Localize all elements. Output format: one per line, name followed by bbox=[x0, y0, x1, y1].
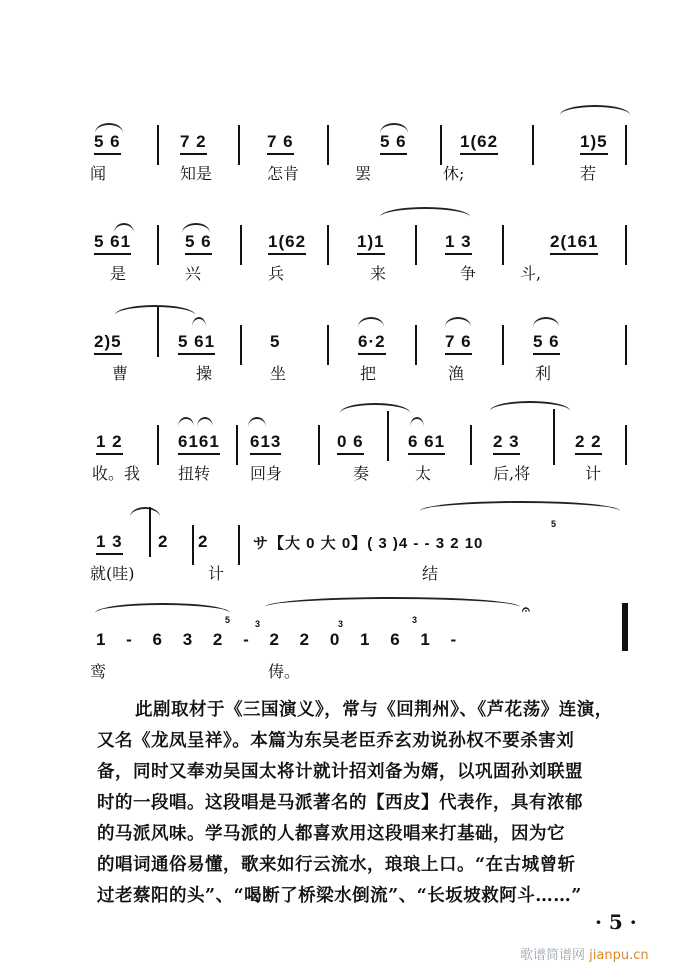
notes: 2 3 bbox=[493, 432, 520, 455]
barline bbox=[387, 411, 389, 461]
score-row-1 bbox=[0, 95, 690, 185]
barline bbox=[192, 525, 194, 565]
lyric: 回身 bbox=[250, 464, 283, 483]
notes: 5 bbox=[270, 332, 281, 351]
lyric: 后,将 bbox=[493, 464, 531, 483]
barline bbox=[470, 425, 472, 465]
lyric: 怎肯 bbox=[267, 164, 300, 183]
slur bbox=[95, 603, 230, 613]
grace-note: 3 bbox=[412, 615, 418, 625]
lyric: 就(哇) bbox=[90, 564, 135, 583]
notes: 1)5 bbox=[580, 132, 608, 155]
lyric: 奏 bbox=[353, 464, 370, 483]
barline bbox=[502, 325, 504, 365]
lyric: 兵 bbox=[268, 264, 285, 283]
score-row-3 bbox=[0, 295, 690, 385]
watermark-cn: 歌谱简谱网 bbox=[520, 948, 586, 963]
slur bbox=[130, 507, 160, 517]
score-row-4 bbox=[0, 395, 690, 485]
notes: 5 61 bbox=[178, 332, 215, 355]
slur bbox=[192, 317, 206, 327]
lyric: 收。我 bbox=[92, 464, 141, 483]
lyric: 渔 bbox=[448, 364, 465, 383]
notes: 5 61 bbox=[94, 232, 131, 255]
barline bbox=[625, 125, 627, 165]
slur bbox=[410, 417, 424, 427]
grace-note: 5 bbox=[225, 615, 231, 625]
slur bbox=[420, 501, 620, 511]
barline bbox=[553, 409, 555, 465]
notes: 2 2 bbox=[575, 432, 602, 455]
paragraph-line: 的唱词通俗易懂，歌来如行云流水，琅琅上口。“在古城曾斩 bbox=[97, 855, 576, 875]
page-number: · 5 · bbox=[595, 910, 637, 934]
lyric: 把 bbox=[360, 364, 377, 383]
watermark bbox=[520, 944, 649, 963]
barline bbox=[157, 125, 159, 165]
lyric: 操 bbox=[196, 364, 213, 383]
lyric: 计 bbox=[208, 564, 225, 583]
barline bbox=[157, 307, 159, 357]
lyric: 罢 bbox=[355, 164, 372, 183]
score-row-2 bbox=[0, 195, 690, 285]
barline bbox=[157, 225, 159, 265]
lyric: 休; bbox=[443, 164, 465, 183]
slur bbox=[340, 403, 410, 413]
lyric: 斗, bbox=[520, 264, 542, 283]
barline bbox=[236, 425, 238, 465]
notes: 5 6 bbox=[185, 232, 212, 255]
barline bbox=[502, 225, 504, 265]
barline bbox=[157, 425, 159, 465]
barline bbox=[240, 325, 242, 365]
notes: 7 6 bbox=[267, 132, 294, 155]
slur bbox=[178, 417, 194, 427]
notes: 5 6 bbox=[533, 332, 560, 355]
slur bbox=[248, 417, 266, 427]
barline bbox=[625, 425, 627, 465]
lyric: 是 bbox=[110, 264, 127, 283]
notes: 0 6 bbox=[337, 432, 364, 455]
barline bbox=[327, 125, 329, 165]
lyric: 结 bbox=[422, 564, 439, 583]
barline bbox=[240, 225, 242, 265]
notes: 6 61 bbox=[408, 432, 445, 455]
notes: 6·2 bbox=[358, 332, 386, 355]
notes: 1 - 6 3 2 - 2 2 0 1 6 1 - bbox=[96, 630, 458, 649]
lyric: 知是 bbox=[180, 164, 213, 183]
notes: 2(161 bbox=[550, 232, 598, 255]
lyric: 计 bbox=[585, 464, 602, 483]
lyric: 利 bbox=[535, 364, 552, 383]
paragraph-line: 备，同时又奉劝吴国太将计就计招刘备为婿，以巩固孙刘联盟 bbox=[97, 762, 583, 782]
score-row-5 bbox=[0, 495, 690, 585]
notes: 2)5 bbox=[94, 332, 122, 355]
paragraph-line: 此剧取材于《三国演义》，常与《回荆州》、《芦花荡》连演， bbox=[135, 700, 613, 720]
barline bbox=[440, 125, 442, 165]
slur bbox=[533, 317, 559, 327]
slur bbox=[560, 105, 630, 115]
notes: 1 3 bbox=[96, 532, 123, 555]
commentary-paragraph bbox=[97, 695, 637, 912]
watermark-en: jianpu.cn bbox=[589, 948, 649, 963]
lyric: 扭转 bbox=[178, 464, 211, 483]
notes: 5 6 bbox=[94, 132, 121, 155]
paragraph-line: 时的一段唱。这段唱是马派著名的【西皮】代表作，具有浓郁 bbox=[97, 793, 583, 813]
lyric: 坐 bbox=[270, 364, 287, 383]
barline bbox=[415, 225, 417, 265]
notes: 7 2 bbox=[180, 132, 207, 155]
paragraph-line: 的马派风味。学马派的人都喜欢用这段唱来打基础，因为它 bbox=[97, 824, 565, 844]
barline bbox=[415, 325, 417, 365]
lyric: 争 bbox=[460, 264, 477, 283]
slur bbox=[265, 597, 520, 607]
lyric: 俦。 bbox=[268, 662, 301, 681]
paragraph-line: 过老蔡阳的头”、“喝断了桥梁水倒流”、“长坂坡救阿斗……” bbox=[97, 886, 582, 906]
lyric: 太 bbox=[415, 464, 432, 483]
notes: 5 6 bbox=[380, 132, 407, 155]
lyric: 鸾 bbox=[90, 662, 107, 681]
lyric: 来 bbox=[370, 264, 387, 283]
notes: 1(62 bbox=[460, 132, 498, 155]
notes: 1 2 bbox=[96, 432, 123, 455]
slur bbox=[445, 317, 471, 327]
slur bbox=[380, 207, 470, 217]
notes: 7 6 bbox=[445, 332, 472, 355]
notes: 2 bbox=[198, 532, 209, 551]
lyric: 兴 bbox=[185, 264, 202, 283]
notes: 613 bbox=[250, 432, 281, 455]
notes: 1(62 bbox=[268, 232, 306, 255]
final-barline bbox=[622, 603, 628, 651]
slur bbox=[490, 401, 570, 411]
slur bbox=[115, 305, 195, 315]
barline bbox=[149, 507, 151, 557]
barline bbox=[327, 325, 329, 365]
notes: サ【大 0 大 0】( 3 )4 - - 3 2 10 bbox=[253, 535, 484, 552]
barline bbox=[238, 125, 240, 165]
lyric: 曹 bbox=[112, 364, 129, 383]
barline bbox=[238, 525, 240, 565]
grace-note: 3 bbox=[255, 619, 261, 629]
barline bbox=[318, 425, 320, 465]
lyric: 若 bbox=[580, 164, 597, 183]
barline bbox=[327, 225, 329, 265]
barline bbox=[625, 225, 627, 265]
notes: 2 bbox=[158, 532, 169, 551]
slur bbox=[358, 317, 384, 327]
lyric: 闻 bbox=[90, 164, 107, 183]
score-row-6 bbox=[0, 595, 690, 685]
notes: 6161 bbox=[178, 432, 220, 455]
slur bbox=[197, 417, 213, 427]
notes: 1)1 bbox=[357, 232, 385, 255]
barline bbox=[625, 325, 627, 365]
fermata-icon: 𝄐 bbox=[522, 601, 530, 617]
paragraph-line: 又名《龙凤呈祥》。本篇为东吴老臣乔玄劝说孙权不要杀害刘 bbox=[97, 731, 575, 751]
grace-note: 5 bbox=[551, 519, 557, 529]
barline bbox=[532, 125, 534, 165]
notes: 1 3 bbox=[445, 232, 472, 255]
grace-note: 3 bbox=[338, 619, 344, 629]
